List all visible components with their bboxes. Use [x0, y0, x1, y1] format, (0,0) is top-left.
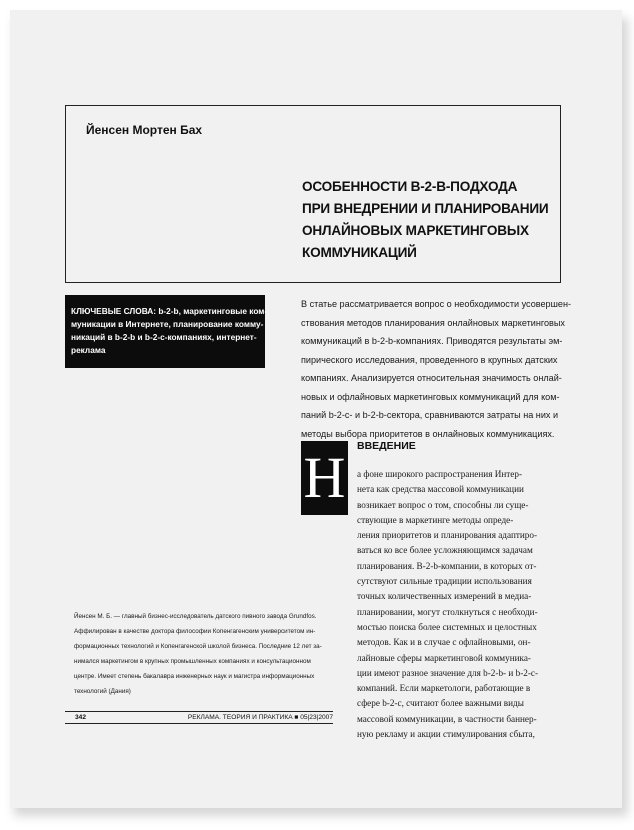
abstract-line: пирического исследования, проведенного в крупных датских: [301, 354, 558, 365]
body-line: нета как средства массовой коммуникации: [357, 484, 524, 495]
body-line: планировании, могут столкнуться с необходи-: [357, 606, 538, 617]
body-line: сфере b-2-c, считают более важными виды: [357, 698, 524, 709]
abstract-line: В статье рассматривается вопрос о необходимости усовершен-: [301, 299, 572, 309]
page-footer: [65, 711, 333, 724]
bio-line: Йенсен М. Б. — главный бизнес-исследователь датского пивного завода Grundfos.: [74, 613, 317, 620]
author-bio: [74, 609, 338, 699]
bio-line: Аффилирован в качестве доктора философии Копенгагенским университетом ин-: [74, 628, 316, 635]
body-line: компаний. Если маркетологи, работающие в: [357, 683, 531, 694]
keywords-line: КЛЮЧЕВЫЕ СЛОВА: b-2-b, маркетинговые ком-: [71, 306, 268, 316]
journal-issue: РЕКЛАМА. ТЕОРИЯ И ПРАКТИКА ■ 05|23|2007: [187, 714, 333, 721]
abstract: [301, 295, 572, 443]
body-line: точных количественных измерений в медиа-: [357, 591, 532, 602]
title-line: КОММУНИКАЦИЙ: [302, 245, 417, 260]
body-line: массовой коммуникации, в частности баннер-: [357, 713, 537, 724]
body-line: ную рекламу и акции стимулирования сбыта,: [357, 729, 535, 740]
abstract-line: методы выбора приоритетов в онлайновых коммуникациях.: [301, 428, 555, 439]
title-line: ОНЛАЙНОВЫХ МАРКЕТИНГОВЫХ: [302, 223, 529, 238]
abstract-line: коммуникаций в b-2-b-компаниях. Приводятся результаты эм-: [301, 336, 563, 346]
author-name: Йенсен Мортен Бах: [86, 123, 203, 137]
keywords-box: [65, 295, 268, 368]
body-text: [301, 467, 563, 742]
body-line: а фоне широкого распространения Интер-: [357, 469, 523, 479]
title-line: ОСОБЕННОСТИ B-2-B-ПОДХОДА: [302, 179, 518, 194]
keywords-line: муникации в Интернете, планирование комму-: [71, 319, 264, 329]
abstract-line: ствования методов планирования онлайновых маркетинговых: [301, 317, 565, 328]
section-heading: ВВЕДЕНИЕ: [357, 440, 416, 452]
abstract-line: паний b-2-c- и b-2-b-сектора, сравниваются затраты на них и: [301, 410, 559, 420]
page-number: 342: [75, 714, 87, 721]
body-line: планирования. B-2-b-компании, в которых от-: [357, 560, 537, 571]
keywords-line: реклама: [71, 345, 106, 355]
body-line: ления приоритетов и планирования адаптиро-: [357, 530, 538, 541]
body-line: ции имеют разное значение для b-2-b- и b-2-c-: [357, 667, 539, 678]
body-line: возникает вопрос о том, способны ли суще-: [357, 499, 529, 510]
body-line: лайновые сферы маркетинговой коммуника-: [357, 652, 531, 663]
bio-line: нимался маркетингом в крупных промышленных компаниях и консультационном: [74, 658, 311, 665]
body-line: ваться ко все более усложняющимся задачам: [357, 545, 533, 556]
article-title: [302, 176, 552, 264]
bio-line: технологий (Дания): [74, 688, 131, 695]
body-line: сутствуют сильные традиции использования: [357, 576, 532, 587]
body-line: ствующие в маркетинге методы опреде-: [357, 514, 514, 525]
title-frame: [65, 105, 561, 283]
title-line: ПРИ ВНЕДРЕНИИ И ПЛАНИРОВАНИИ: [302, 201, 549, 216]
body-line: методов. Как и в случае с офлайновыми, он-: [357, 637, 531, 648]
bio-line: центре. Имеет степень бакалавра инженерных наук и магистра информационных: [74, 673, 315, 680]
abstract-line: компаниях. Анализируется относительная значимость онлай-: [301, 373, 562, 383]
abstract-line: новых и офлайновых маркетинговых коммуникаций для ком-: [301, 391, 560, 402]
body-line: мостью поиска более системных и целостных: [357, 621, 537, 632]
keywords-line: никаций в b-2-b и b-2-c-компаниях, интернет-: [71, 332, 257, 342]
bio-line: формационных технологий и Копенгагенской школой бизнеса. Последние 12 лет за-: [74, 643, 322, 650]
drop-cap: Н: [301, 441, 348, 515]
